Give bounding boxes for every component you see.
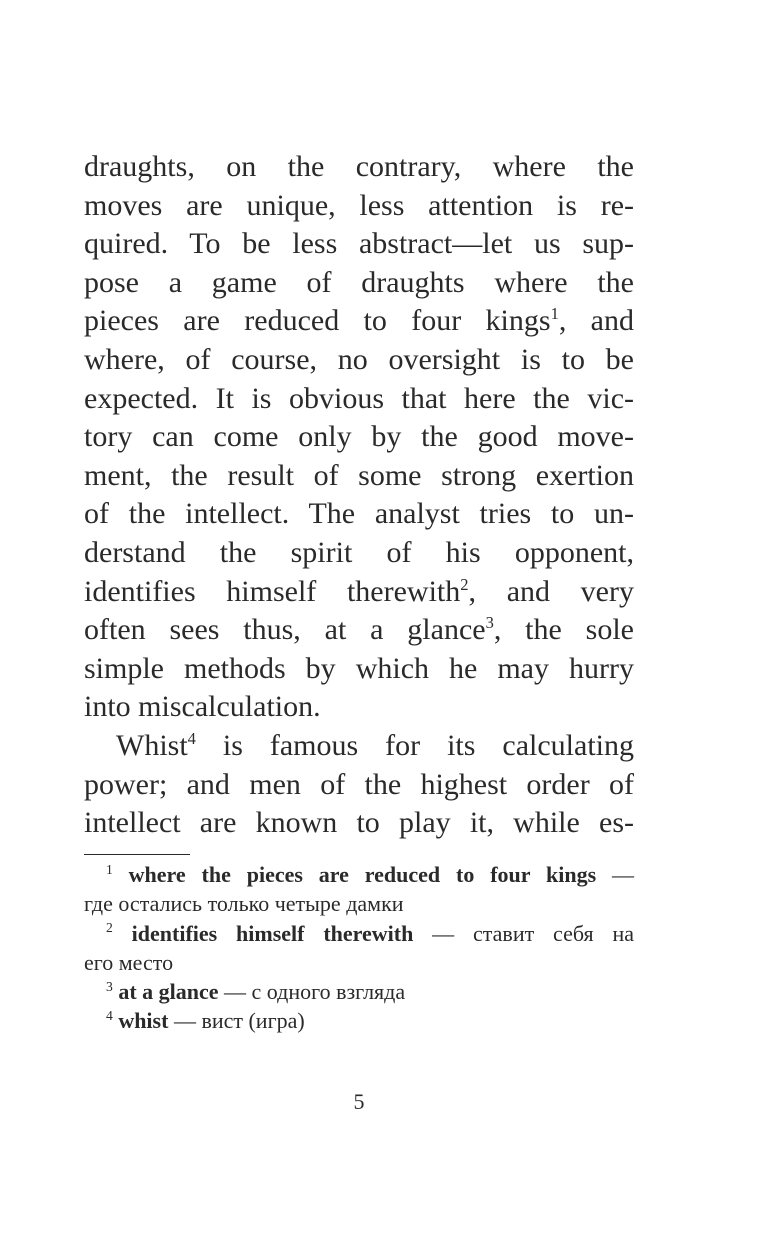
footnote-gloss: — bbox=[596, 862, 634, 887]
text-segment: is famous for its calculating bbox=[195, 728, 634, 762]
text-line: of the intellect. The analyst tries to un- bbox=[84, 497, 634, 531]
footnote-number: 2 bbox=[106, 920, 113, 936]
text-segment: , and bbox=[558, 304, 634, 338]
footnote-number: 3 bbox=[106, 978, 113, 994]
page-number: 5 bbox=[353, 1089, 365, 1114]
text-line: into miscalculation. bbox=[84, 690, 321, 724]
text-line bbox=[84, 573, 634, 612]
footnote-gloss: — ставит себя на bbox=[413, 920, 634, 946]
text-line: where, of course, no oversight is to be bbox=[84, 342, 634, 376]
footnote-divider bbox=[84, 854, 190, 855]
text-segment: often sees thus, at a glance bbox=[84, 613, 486, 647]
text-segment: identifies himself therewith bbox=[84, 574, 461, 608]
text-segment: , the sole bbox=[493, 613, 634, 647]
text-line: tory can come only by the good move- bbox=[84, 420, 634, 454]
body-text bbox=[84, 148, 634, 843]
footnote bbox=[84, 1006, 634, 1035]
text-line: power; and men of the highest order of bbox=[84, 767, 634, 801]
book-page bbox=[84, 0, 634, 1241]
text-line: pose a game of draughts where the bbox=[84, 265, 634, 299]
footnote-ref[interactable]: 4 bbox=[187, 728, 196, 748]
footnote-number: 4 bbox=[106, 1008, 113, 1024]
footnotes bbox=[84, 860, 634, 1036]
text-line: derstand the spirit of his opponent, bbox=[84, 535, 634, 569]
footnote-continuation: его место bbox=[84, 949, 174, 975]
text-line bbox=[84, 302, 634, 341]
text-line: ment, the result of some strong exertion bbox=[84, 458, 634, 492]
footnote-term: at a glance bbox=[118, 979, 219, 1005]
footnote-term: where the pieces are reduced to four kings bbox=[128, 862, 597, 887]
text-line bbox=[84, 611, 634, 650]
footnote-number: 1 bbox=[106, 861, 113, 877]
footnote bbox=[84, 860, 634, 889]
footnote-gloss: — вист (игра) bbox=[168, 1008, 305, 1034]
footnote-ref[interactable]: 1 bbox=[550, 304, 559, 324]
text-line: intellect are known to play it, while es- bbox=[84, 806, 634, 840]
footnote-ref[interactable]: 2 bbox=[460, 574, 469, 594]
text-line: expected. It is obvious that here the vic- bbox=[84, 381, 634, 415]
footnote bbox=[84, 919, 634, 948]
text-line: quired. To be less abstract—let us sup- bbox=[84, 227, 634, 261]
footnote-term: whist bbox=[118, 1008, 169, 1034]
footnote-continuation: где остались только четыре дамки bbox=[84, 891, 404, 917]
text-line bbox=[84, 727, 634, 766]
text-line: moves are unique, less attention is re- bbox=[84, 188, 634, 222]
text-segment: pieces are reduced to four kings bbox=[84, 304, 551, 338]
text-line: draughts, on the contrary, where the bbox=[84, 150, 634, 183]
footnote-ref[interactable]: 3 bbox=[485, 613, 494, 633]
text-segment: Whist bbox=[116, 728, 188, 762]
footnote bbox=[84, 977, 634, 1006]
footnote-gloss: — с одного взгляда bbox=[218, 979, 406, 1005]
text-line: simple methods by which he may hurry bbox=[84, 651, 634, 685]
footnote-term: identifies himself therewith bbox=[131, 920, 414, 946]
text-segment: , and very bbox=[468, 574, 634, 608]
